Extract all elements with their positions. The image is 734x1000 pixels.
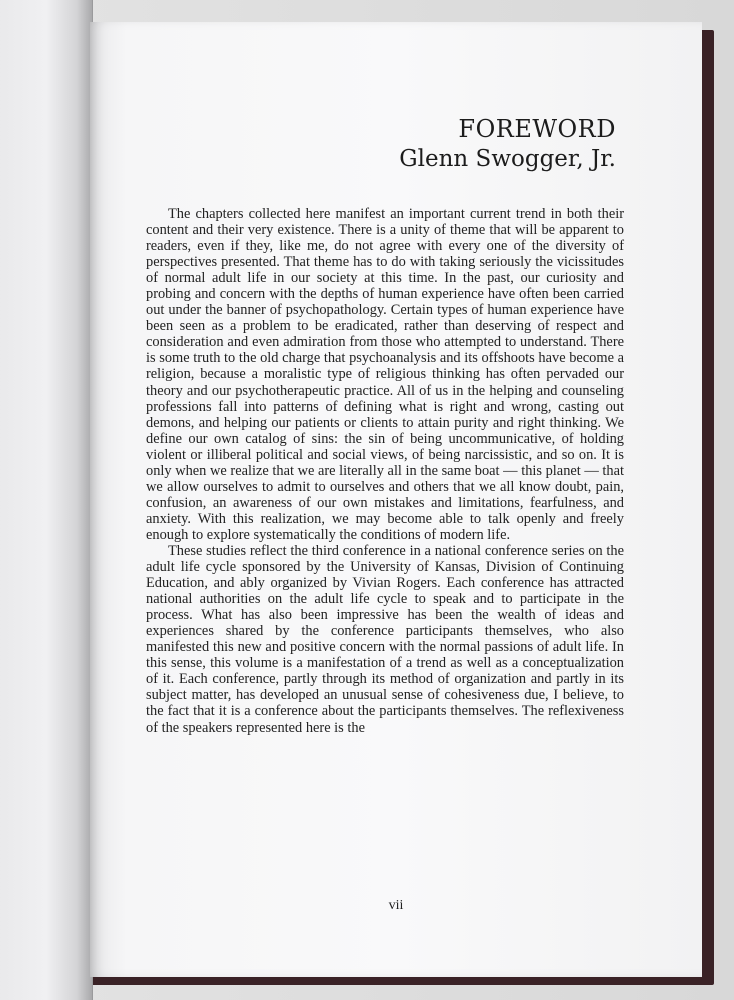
paragraph-1: The chapters collected here manifest an important current trend in both their content and their very existence. There is a unity of theme that will be apparent to readers, even if they, like me, do not agree with every one of the diversity of perspectives presented. That theme has to do with taking seriously the vicissitudes of normal adult life in our society at this time. In the past, our curiosity and probing and concern with the depths of human experience have often been carried out under the banner of psychopathology. Certain types of human experience have been seen as a problem to be eradicated, rather than deserving of respect and consideration and even admiration from those who attempted to understand. There is some truth to the old charge that psychoanalysis and its offshoots have become a religion, because a moralistic type of religious thinking has often pervaded our theory and our psychotherapeutic practice. All of us in the helping and counseling professions fall into patterns of defining what is right and wrong, casting out demons, and helping our patients or clients to attain purity and right thinking. We define our own catalog of sins: the sin of being uncommunicative, of holding violent or illiberal political and social views, of being narcissistic, and so on. It is only when we realize that we are literally all in the same boat — this planet — that we allow ourselves to admit to ourselves and others that we all know doubt, pain, confusion, an awareness of our own mistakes and limitations, fearfulness, and anxiety. With this realization, we may become able to talk openly and freely enough to explore systematically the conditions of modern life.	[146, 206, 624, 543]
page-number: vii	[388, 898, 404, 913]
foreword-body	[146, 206, 624, 736]
foreword-heading	[399, 114, 616, 174]
book-page	[90, 22, 702, 977]
page-title: FOREWORD	[458, 115, 616, 143]
paragraph-2: These studies reflect the third conference in a national conference series on the adult life cycle sponsored by the University of Kansas, Division of Continuing Education, and ably organized by Vivian Rogers. Each conference has attracted national authorities on the adult life cycle to speak and to participate in the process. What has also been impressive has been the wealth of ideas and experiences shared by the conference participants themselves, who also manifested this new and positive concern with the normal passions of adult life. In this sense, this volume is a manifestation of a trend as well as a conceptualization of it. Each conference, partly through its method of organization and partly in its subject matter, has developed an unusual sense of cohesiveness due, I believe, to the fact that it is a conference about the participants themselves. The reflexiveness of the speakers represented here is the	[146, 542, 624, 736]
left-page-edge	[0, 0, 93, 1000]
author-name: Glenn Swogger, Jr.	[399, 146, 616, 172]
